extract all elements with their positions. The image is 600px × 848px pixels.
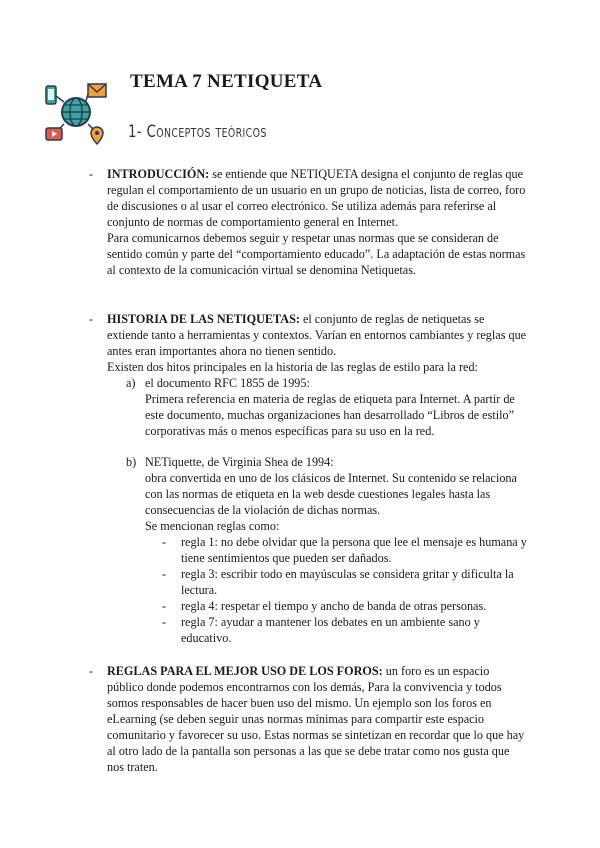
forums-paragraph <box>107 663 527 775</box>
rule-dash: - <box>162 567 167 581</box>
rule-dash: - <box>162 615 167 629</box>
bullet-dash: - <box>89 664 94 678</box>
list-item <box>162 598 532 614</box>
rule-text: regla 7: ayudar a mantener los debates en un ambiente sano y educativo. <box>181 615 480 645</box>
item-b-title: NETiquette, de Virginia Shea de 1994: <box>145 455 334 469</box>
page-title: TEMA 7 NETIQUETA <box>130 71 323 92</box>
item-a-body: Primera referencia en materia de reglas de etiqueta para Internet. A partir de este documento, muchas organizaciones han desarrollado “Libros de estilo” corporativas más o menos específicas para su uso en la red. <box>145 392 515 438</box>
intro-text: se entiende que NETIQUETA designa el conjunto de reglas que regulan el comportamiento de un usuario en un grupo de noticias, lista de correo, foro de discusiones o al usar el correo electrónico. Se utiliza además para referirse al conjunto de normas de comportamiento general en Internet. <box>107 167 526 229</box>
rule-dash: - <box>162 599 167 613</box>
history-heading: HISTORIA DE LAS NETIQUETAS: <box>107 312 300 326</box>
intro-section <box>107 166 527 278</box>
item-b-body: obra convertida en uno de los clásicos de Internet. Su contenido se relaciona con las normas de etiqueta en la web desde cuestiones legales hasta las consecuencias de la violación de dichas normas. <box>145 471 517 517</box>
list-item <box>162 566 532 598</box>
forums-text: un foro es un espacio público donde podemos encontrarnos con los demás, Para la convivencia y todos somos responsables de hacer buen uso del mismo. Un ejemplo son los foros en eLearning (se deben seguir unas normas mínimas para compartir este espacio comunitario y favorecer su uso. Estas normas se sintetizan en recordar que lo que hay al otro lado de la pantalla son personas a las que se debe tratar como nos gusta que nos traten. <box>107 664 525 774</box>
list-item-a <box>145 375 525 439</box>
forums-section <box>107 663 527 775</box>
rules-list <box>162 534 532 646</box>
intro-paragraph-2: Para comunicarnos debemos seguir y respetar unas normas que se consideran de sentido común y parte del “comportamiento educado”. La adaptación de estas normas al contexto de la comunicación virtual se denomina Netiquetas. <box>107 231 526 277</box>
list-letter-a: a) <box>126 376 136 390</box>
bullet-dash: - <box>89 167 94 181</box>
bullet-dash: - <box>89 312 94 326</box>
list-letter-b: b) <box>126 455 137 469</box>
web-communication-icon <box>44 82 108 146</box>
rule-dash: - <box>162 535 167 549</box>
section-subtitle: 1- Conceptos teóricos <box>128 122 267 142</box>
rule-text: regla 1: no debe olvidar que la persona que lee el mensaje es humana y tiene sentimientos que pueden ser dañados. <box>181 535 527 565</box>
history-text: el conjunto de reglas de netiquetas se extiende tanto a herramientas y contextos. Varían en entornos cambiantes y reglas que antes eran importantes ahora no tienen sentido. <box>107 312 527 358</box>
rules-intro: Se mencionan reglas como: <box>145 519 280 533</box>
forums-heading: REGLAS PARA EL MEJOR USO DE LOS FOROS: <box>107 664 383 678</box>
history-section <box>107 311 527 375</box>
history-paragraph-2: Existen dos hitos principales en la historia de las reglas de estilo para la red: <box>107 360 478 374</box>
intro-heading: INTRODUCCIÓN: <box>107 167 210 181</box>
list-item <box>162 614 532 646</box>
rule-text: regla 4: respetar el tiempo y ancho de banda de otras personas. <box>181 599 487 613</box>
history-paragraph <box>107 311 527 359</box>
intro-paragraph <box>107 166 527 230</box>
list-item-b <box>145 454 525 534</box>
item-a-title: el documento RFC 1855 de 1995: <box>145 376 310 390</box>
rule-text: regla 3: escribir todo en mayúsculas se considera gritar y dificulta la lectura. <box>181 567 514 597</box>
list-item <box>162 534 532 566</box>
